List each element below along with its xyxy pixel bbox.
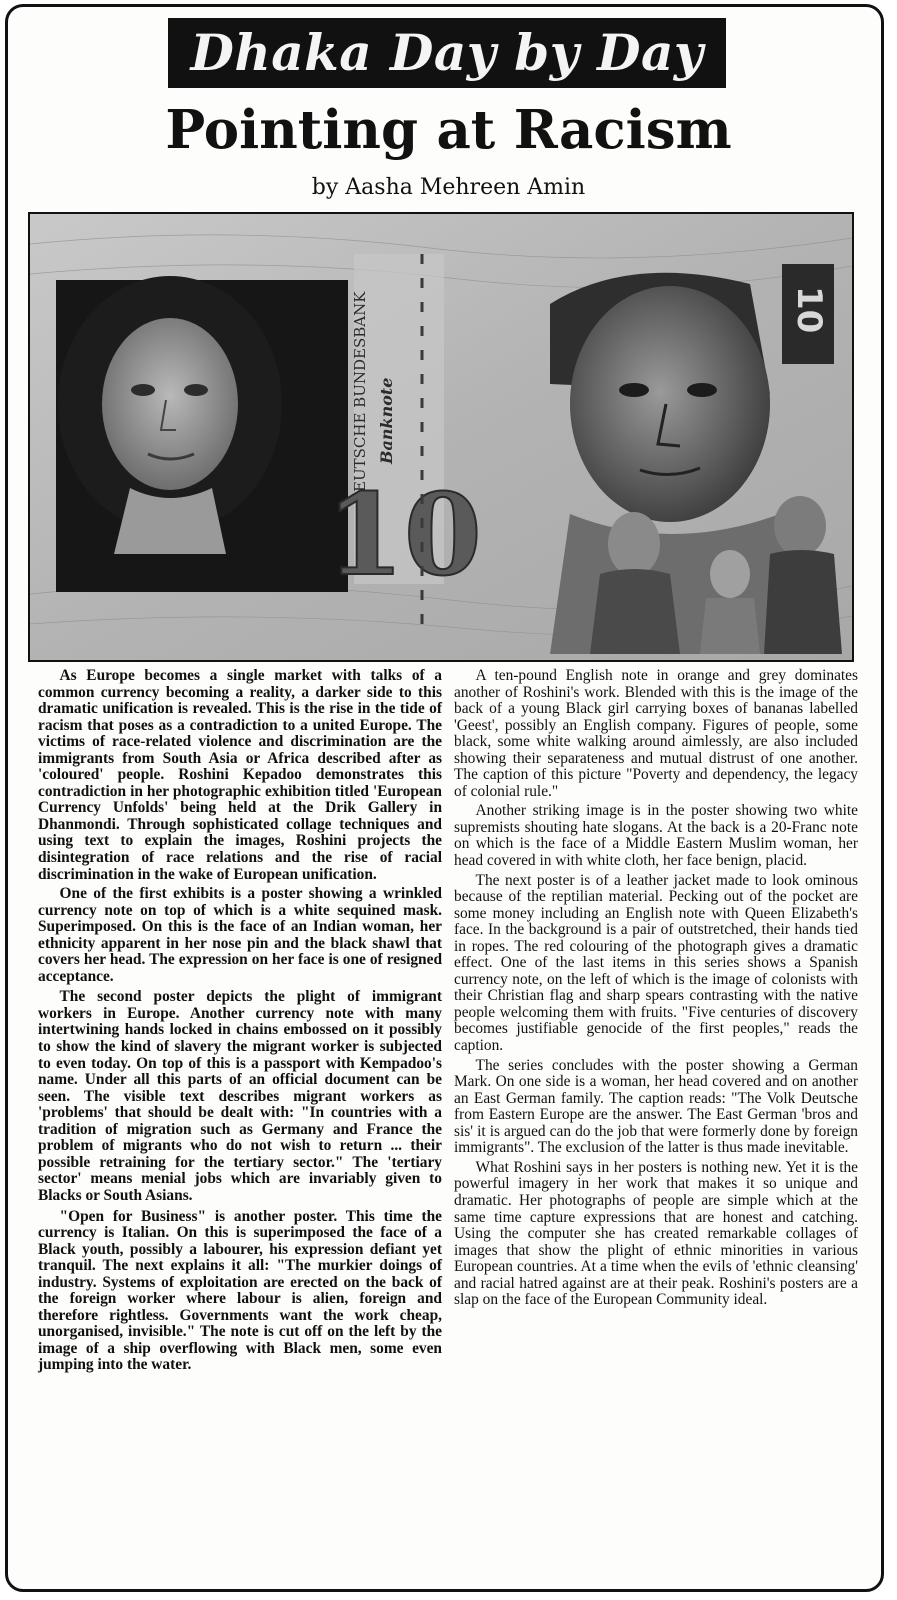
paragraph: The second poster depicts the plight of immigrant workers in Europe. Another currency note with many intertwining hands locked in chains embossed on it possibly to show the kind of slavery the migrant worker is subjected to even today. On top of this is a passport with Kempadoo's name. Under all this parts of an official document can be seen. The visible text describes migrant workers as 'problems' that should be dealt with: "In countries with a tradition of migration such as Germany and France the problem of migrants who do not wish to return ... their possible retraining for the tertiary sector." The 'tertiary sector' means menial jobs which are invariably given to Blacks or South Asians. [38,988,442,1204]
banknote-collage-photo [28,212,854,662]
denomination-small: 10 [789,286,829,334]
paragraph: As Europe becomes a single market with talks of a common currency becoming a reality, a darker side to this dramatic unification is revealed. This is the rise in the tide of racism that poses as a contradiction to a united Europe. The victims of race-related violence and discrimination are the immigrants from South Asia or Africa described after as 'coloured' people. Roshini Kepadoo demonstrates this contradiction in her photographic exhibition titled 'European Currency Unfolds' being held at the Drik Gallery in Dhanmondi. Through sophisticated collage techniques and using text to explain the images, Roshini projects the disintegration of race relations and the rise of racial discrimination in the wake of European unification. [38,667,442,883]
paragraph: "Open for Business" is another poster. This time the currency is Italian. On this is superimposed the face of a Black youth, possibly a labourer, his expression defiant yet tranquil. The next explains it all: "The murkier doings of industry. Systems of exploitation are erected on the back of the foreign worker where labour is alien, foreign and therefore rightless. Governments want the work cheap, unorganised, invisible." The note is cut off on the left by the image of a ship overflowing with Black men, some even jumping into the water. [38,1207,442,1374]
bank-name-text: DEUTSCHE BUNDESBANK [351,291,369,504]
byline: by Aasha Mehreen Amin [311,175,586,200]
paragraph: One of the first exhibits is a poster showing a wrinkled currency note on top of which is a white sequined mask. Superimposed. On this is the face of an Indian woman, her ethnicity apparent in her nose pin and the black shawl that covers her head. The expression on her face is one of resigned acceptance. [38,885,442,985]
article-column-left [38,668,442,1377]
denomination-large: 10 [326,470,482,601]
headline: Pointing at Racism [165,99,732,161]
paragraph: Another striking image is in the poster showing two white supremists shouting hate slogans. At the back is a 20-Franc note on which is the face of a Middle Eastern Muslim woman, her head covered in with white cloth, her face benign, placid. [454,802,858,870]
paragraph: What Roshini says in her posters is nothing new. Yet it is the powerful imagery in her work that makes it so unique and dramatic. Her photographs of people are simple which at the same time capture expressions that are honest and catching. Using the computer she has created remarkable collages of images that show the plight of ethnic minorities in various European countries. At a time when the evils of 'ethnic cleansing' and racial hatred against are at their peak. Roshini's posters are a slap on the face of the European Community ideal. [454,1158,858,1309]
paragraph: A ten-pound English note in orange and grey dominates another of Roshini's work. Blended with this is the image of the back of a young Black girl carrying boxes of bananas labelled 'Geest', possibly an English company. Figures of people, some black, some white walking around aimlessly, are also included showing their separateness and mutual distrust of one another. The caption of this picture "Poverty and dependency, the legacy of colonial rule." [454,667,858,800]
banknote-word: Banknote [377,377,396,464]
paragraph: The next poster is of a leather jacket made to look ominous because of the reptilian material. Pecking out of the pocket are some money including an English note with Queen Elizabeth's face. In the background is a pair of outstretched, their hands tied in ropes. The red colouring of the photograph gives a dramatic effect. One of the last items in this series shows a Spanish currency note, on the left of which is the image of colonists with their Christian flag and sharp spears contrasting with the native people welcoming them with fruits. "Five centuries of discovery becomes justifiable genocide of the first peoples," reads the caption. [454,871,858,1055]
woman-portrait [56,276,348,592]
article-column-right [454,668,858,1312]
paragraph: The series concludes with the poster showing a German Mark. On one side is a woman, her head covered and on another an East German family. The caption reads: "The Volk Deutsche from Eastern Europe are the answer. The East German 'bros and sis' it is argued can do the job that were formerly done by foreign immigrants". The exclusion of the latter is thus made inevitable. [454,1056,858,1157]
column-kicker: Dhaka Day by Day [168,18,726,88]
